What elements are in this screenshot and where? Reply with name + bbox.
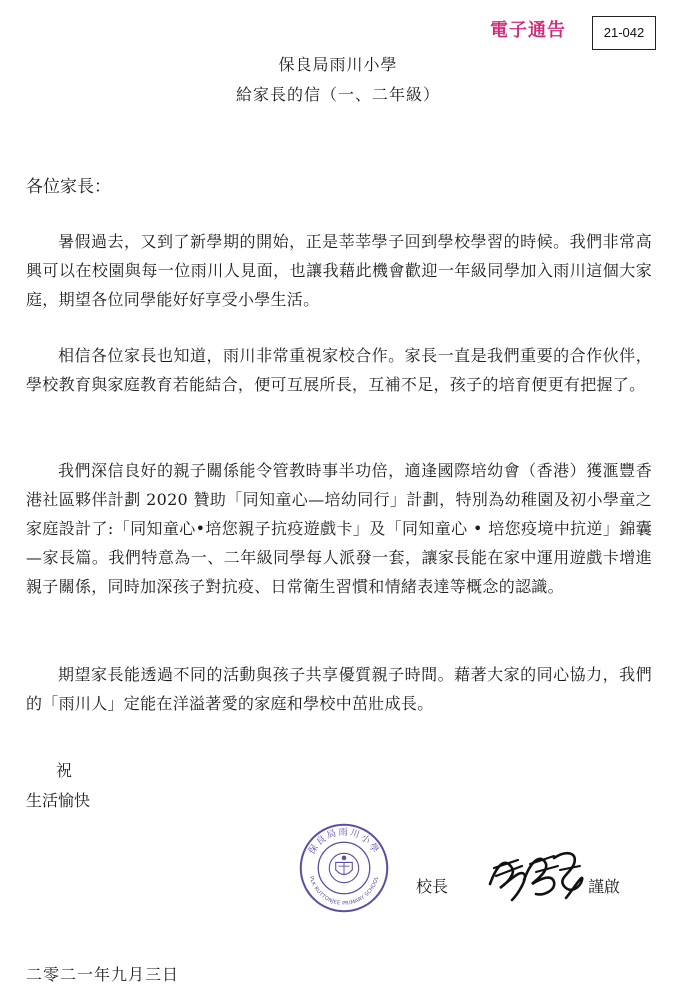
salutation: 各位家長：	[26, 177, 111, 197]
school-seal-icon	[298, 822, 390, 914]
paragraph-2: 相信各位家長也知道，雨川非常重視家校合作。家長一直是我們重要的合作伙伴，學校教育與家庭教育若能結合，便可互展所長，互補不足，孩子的培育便更有把握了。	[26, 346, 652, 394]
principal-title: 校長	[416, 877, 449, 896]
paragraph-4: 期望家長能透過不同的活動與孩子共享優質親子時間。藉著大家的同心協力，我們的「雨川人」定能在洋溢著愛的家庭和學校中茁壯成長。	[26, 665, 652, 713]
seal-inner-text: PLK RUTTONJEE PRIMARY SCHOOL	[307, 875, 381, 907]
school-name: 保良局雨川小學	[278, 55, 398, 74]
electronic-notice-tag: 電子通告	[490, 20, 566, 41]
closing-wish: 祝	[56, 761, 73, 780]
seal-outer-text: 保良局雨川小學	[306, 826, 382, 857]
letter-date: 二零二一年九月三日	[26, 965, 180, 984]
respect-signoff: 謹啟	[588, 877, 621, 896]
paragraph-3: 我們深信良好的親子關係能令管教時事半功倍，適逢國際培幼會（香港）獲滙豐香港社區夥伴計劃 2020 贊助「同知童心—培幼同行」計劃，特別為幼稚園及初小學童之家庭設計了:「同知童心•培您親子抗疫遊戲卡」及「同知童心 • 培您疫境中抗逆」錦囊—家長篇。我們特意為一、二年級同學每人派發一套，讓家長能在家中運用遊戲卡增進親子關係，同時加深孩子對抗疫、日常衛生習慣和情緒表達等概念的認識。	[26, 461, 652, 596]
closing-wish-2: 生活愉快	[26, 791, 91, 810]
document-number-box: 21-042	[592, 16, 656, 50]
paragraph-1: 暑假過去，又到了新學期的開始，正是莘莘學子回到學校學習的時候。我們非常高興可以在校園與每一位雨川人見面，也讓我藉此機會歡迎一年級同學加入雨川這個大家庭，期望各位同學能好好享受小學生活。	[26, 232, 652, 309]
letter-title: 給家長的信（一、二年級）	[235, 85, 440, 104]
principal-signature-icon	[484, 844, 588, 906]
